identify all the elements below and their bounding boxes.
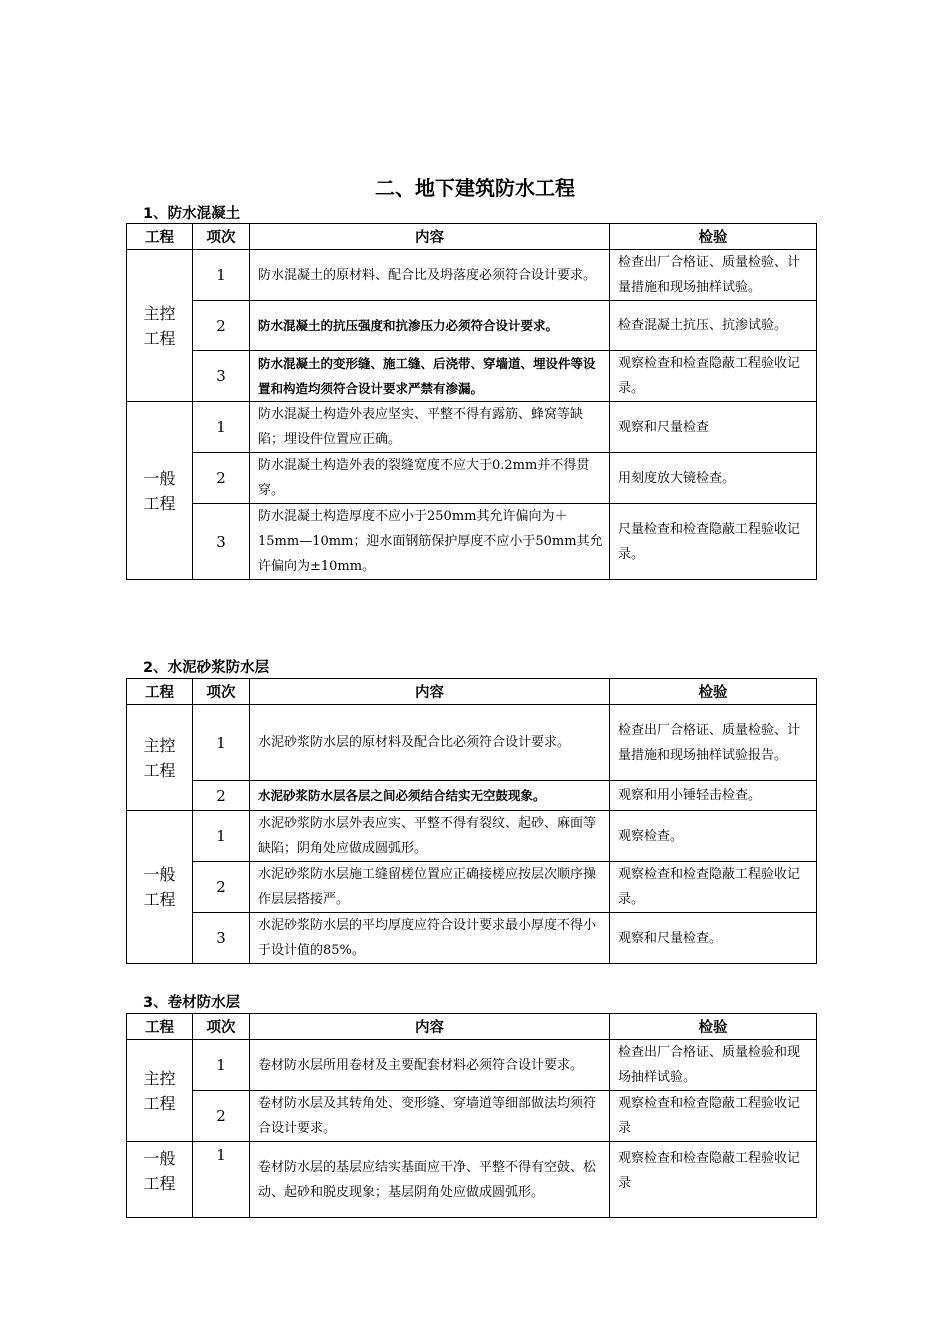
inspection-cell: 观察和用小锤轻击检查。 [610, 781, 817, 811]
item-number: 1 [193, 1142, 250, 1218]
header-content: 内容 [250, 224, 610, 250]
header-inspection: 检验 [610, 679, 817, 705]
inspection-cell: 检查出厂合格证、质量检验和现场抽样试验。 [610, 1040, 817, 1091]
section-title-1: 1、防水混凝土 [143, 206, 241, 222]
content-cell: 水泥砂浆防水层外表应实、平整不得有裂纹、起砂、麻面等缺陷；阴角处应做成圆弧形。 [250, 811, 610, 862]
table-row [127, 1040, 817, 1091]
header-content: 内容 [250, 679, 610, 705]
content-cell: 防水混凝土的原材料、配合比及坍落度必须符合设计要求。 [250, 250, 610, 301]
content-cell: 防水混凝土构造外表应坚实、平整不得有露筋、蜂窝等缺陷；埋设件位置应正确。 [250, 402, 610, 453]
item-number: 2 [193, 781, 250, 811]
table-row [127, 402, 817, 453]
page-title: 二、地下建筑防水工程 [375, 176, 575, 200]
header-project: 工程 [127, 224, 193, 250]
header-content: 内容 [250, 1014, 610, 1040]
category-cell: 主控 工程 [127, 1040, 193, 1142]
inspection-cell: 观察检查。 [610, 811, 817, 862]
table-row [127, 504, 817, 580]
content-cell: 防水混凝土的抗压强度和抗渗压力必须符合设计要求。 [250, 301, 610, 351]
table-row [127, 862, 817, 913]
table-membrane [126, 1013, 817, 1218]
item-number: 2 [193, 453, 250, 504]
item-number: 3 [193, 913, 250, 964]
table-header-row [127, 1014, 817, 1040]
item-number: 2 [193, 1091, 250, 1142]
category-cell: 主控 工程 [127, 250, 193, 402]
table-row [127, 781, 817, 811]
content-cell: 防水混凝土的变形缝、施工缝、后浇带、穿墙道、埋设件等设置和构造均须符合设计要求严禁有渗漏。 [250, 351, 610, 402]
header-project: 工程 [127, 679, 193, 705]
table-row [127, 1142, 817, 1218]
category-cell: 一般 工程 [127, 402, 193, 580]
inspection-cell: 检查混凝土抗压、抗渗试验。 [610, 301, 817, 351]
inspection-cell: 观察检查和检查隐蔽工程验收记录。 [610, 862, 817, 913]
item-number: 2 [193, 301, 250, 351]
category-cell: 一般 工程 [127, 811, 193, 964]
table-row [127, 301, 817, 351]
content-cell: 水泥砂浆防水层的原材料及配合比必须符合设计要求。 [250, 705, 610, 781]
category-cell: 主控 工程 [127, 705, 193, 811]
section-title-3: 3、卷材防水层 [143, 995, 241, 1011]
section-title-2: 2、水泥砂浆防水层 [143, 660, 270, 676]
inspection-cell: 检查出厂合格证、质量检验、计量措施和现场抽样试验。 [610, 250, 817, 301]
content-cell: 防水混凝土构造外表的裂缝宽度不应大于0.2mm并不得贯穿。 [250, 453, 610, 504]
content-cell: 卷材防水层的基层应结实基面应干净、平整不得有空鼓、松动、起砂和脱皮现象；基层阴角处应做成圆弧形。 [250, 1142, 610, 1218]
item-number: 1 [193, 402, 250, 453]
header-item: 项次 [193, 679, 250, 705]
inspection-cell: 观察和尺量检查。 [610, 913, 817, 964]
table-cement-mortar [126, 678, 817, 964]
table-row [127, 351, 817, 402]
inspection-cell: 观察检查和检查隐蔽工程验收记录 [610, 1142, 817, 1218]
table-row [127, 913, 817, 964]
inspection-cell: 观察检查和检查隐蔽工程验收记录。 [610, 351, 817, 402]
inspection-cell: 观察检查和检查隐蔽工程验收记录 [610, 1091, 817, 1142]
header-inspection: 检验 [610, 1014, 817, 1040]
header-item: 项次 [193, 1014, 250, 1040]
item-number: 1 [193, 1040, 250, 1091]
header-project: 工程 [127, 1014, 193, 1040]
table-row [127, 250, 817, 301]
item-number: 3 [193, 351, 250, 402]
category-cell: 一般 工程 [127, 1142, 193, 1218]
table-row [127, 1091, 817, 1142]
inspection-cell: 检查出厂合格证、质量检验、计量措施和现场抽样试验报告。 [610, 705, 817, 781]
header-item: 项次 [193, 224, 250, 250]
item-number: 1 [193, 705, 250, 781]
table-waterproof-concrete [126, 223, 817, 580]
content-cell: 卷材防水层所用卷材及主要配套材料必须符合设计要求。 [250, 1040, 610, 1091]
item-number: 3 [193, 504, 250, 580]
table-row [127, 811, 817, 862]
item-number: 2 [193, 862, 250, 913]
content-cell: 水泥砂浆防水层的平均厚度应符合设计要求最小厚度不得小于设计值的85%。 [250, 913, 610, 964]
header-inspection: 检验 [610, 224, 817, 250]
inspection-cell: 用刻度放大镜检查。 [610, 453, 817, 504]
inspection-cell: 尺量检查和检查隐蔽工程验收记录。 [610, 504, 817, 580]
item-number: 1 [193, 250, 250, 301]
table-header-row [127, 679, 817, 705]
item-number: 1 [193, 811, 250, 862]
table-header-row [127, 224, 817, 250]
content-cell: 防水混凝土构造厚度不应小于250mm其允许偏向为＋15mm—10mm；迎水面钢筋保护厚度不应小于50mm其允许偏向为±10mm。 [250, 504, 610, 580]
content-cell: 水泥砂浆防水层施工缝留槎位置应正确接槎应按层次顺序操作层层搭接严。 [250, 862, 610, 913]
content-cell: 卷材防水层及其转角处、变形缝、穿墙道等细部做法均须符合设计要求。 [250, 1091, 610, 1142]
table-row [127, 453, 817, 504]
content-cell: 水泥砂浆防水层各层之间必须结合结实无空鼓现象。 [250, 781, 610, 811]
inspection-cell: 观察和尺量检查 [610, 402, 817, 453]
table-row [127, 705, 817, 781]
